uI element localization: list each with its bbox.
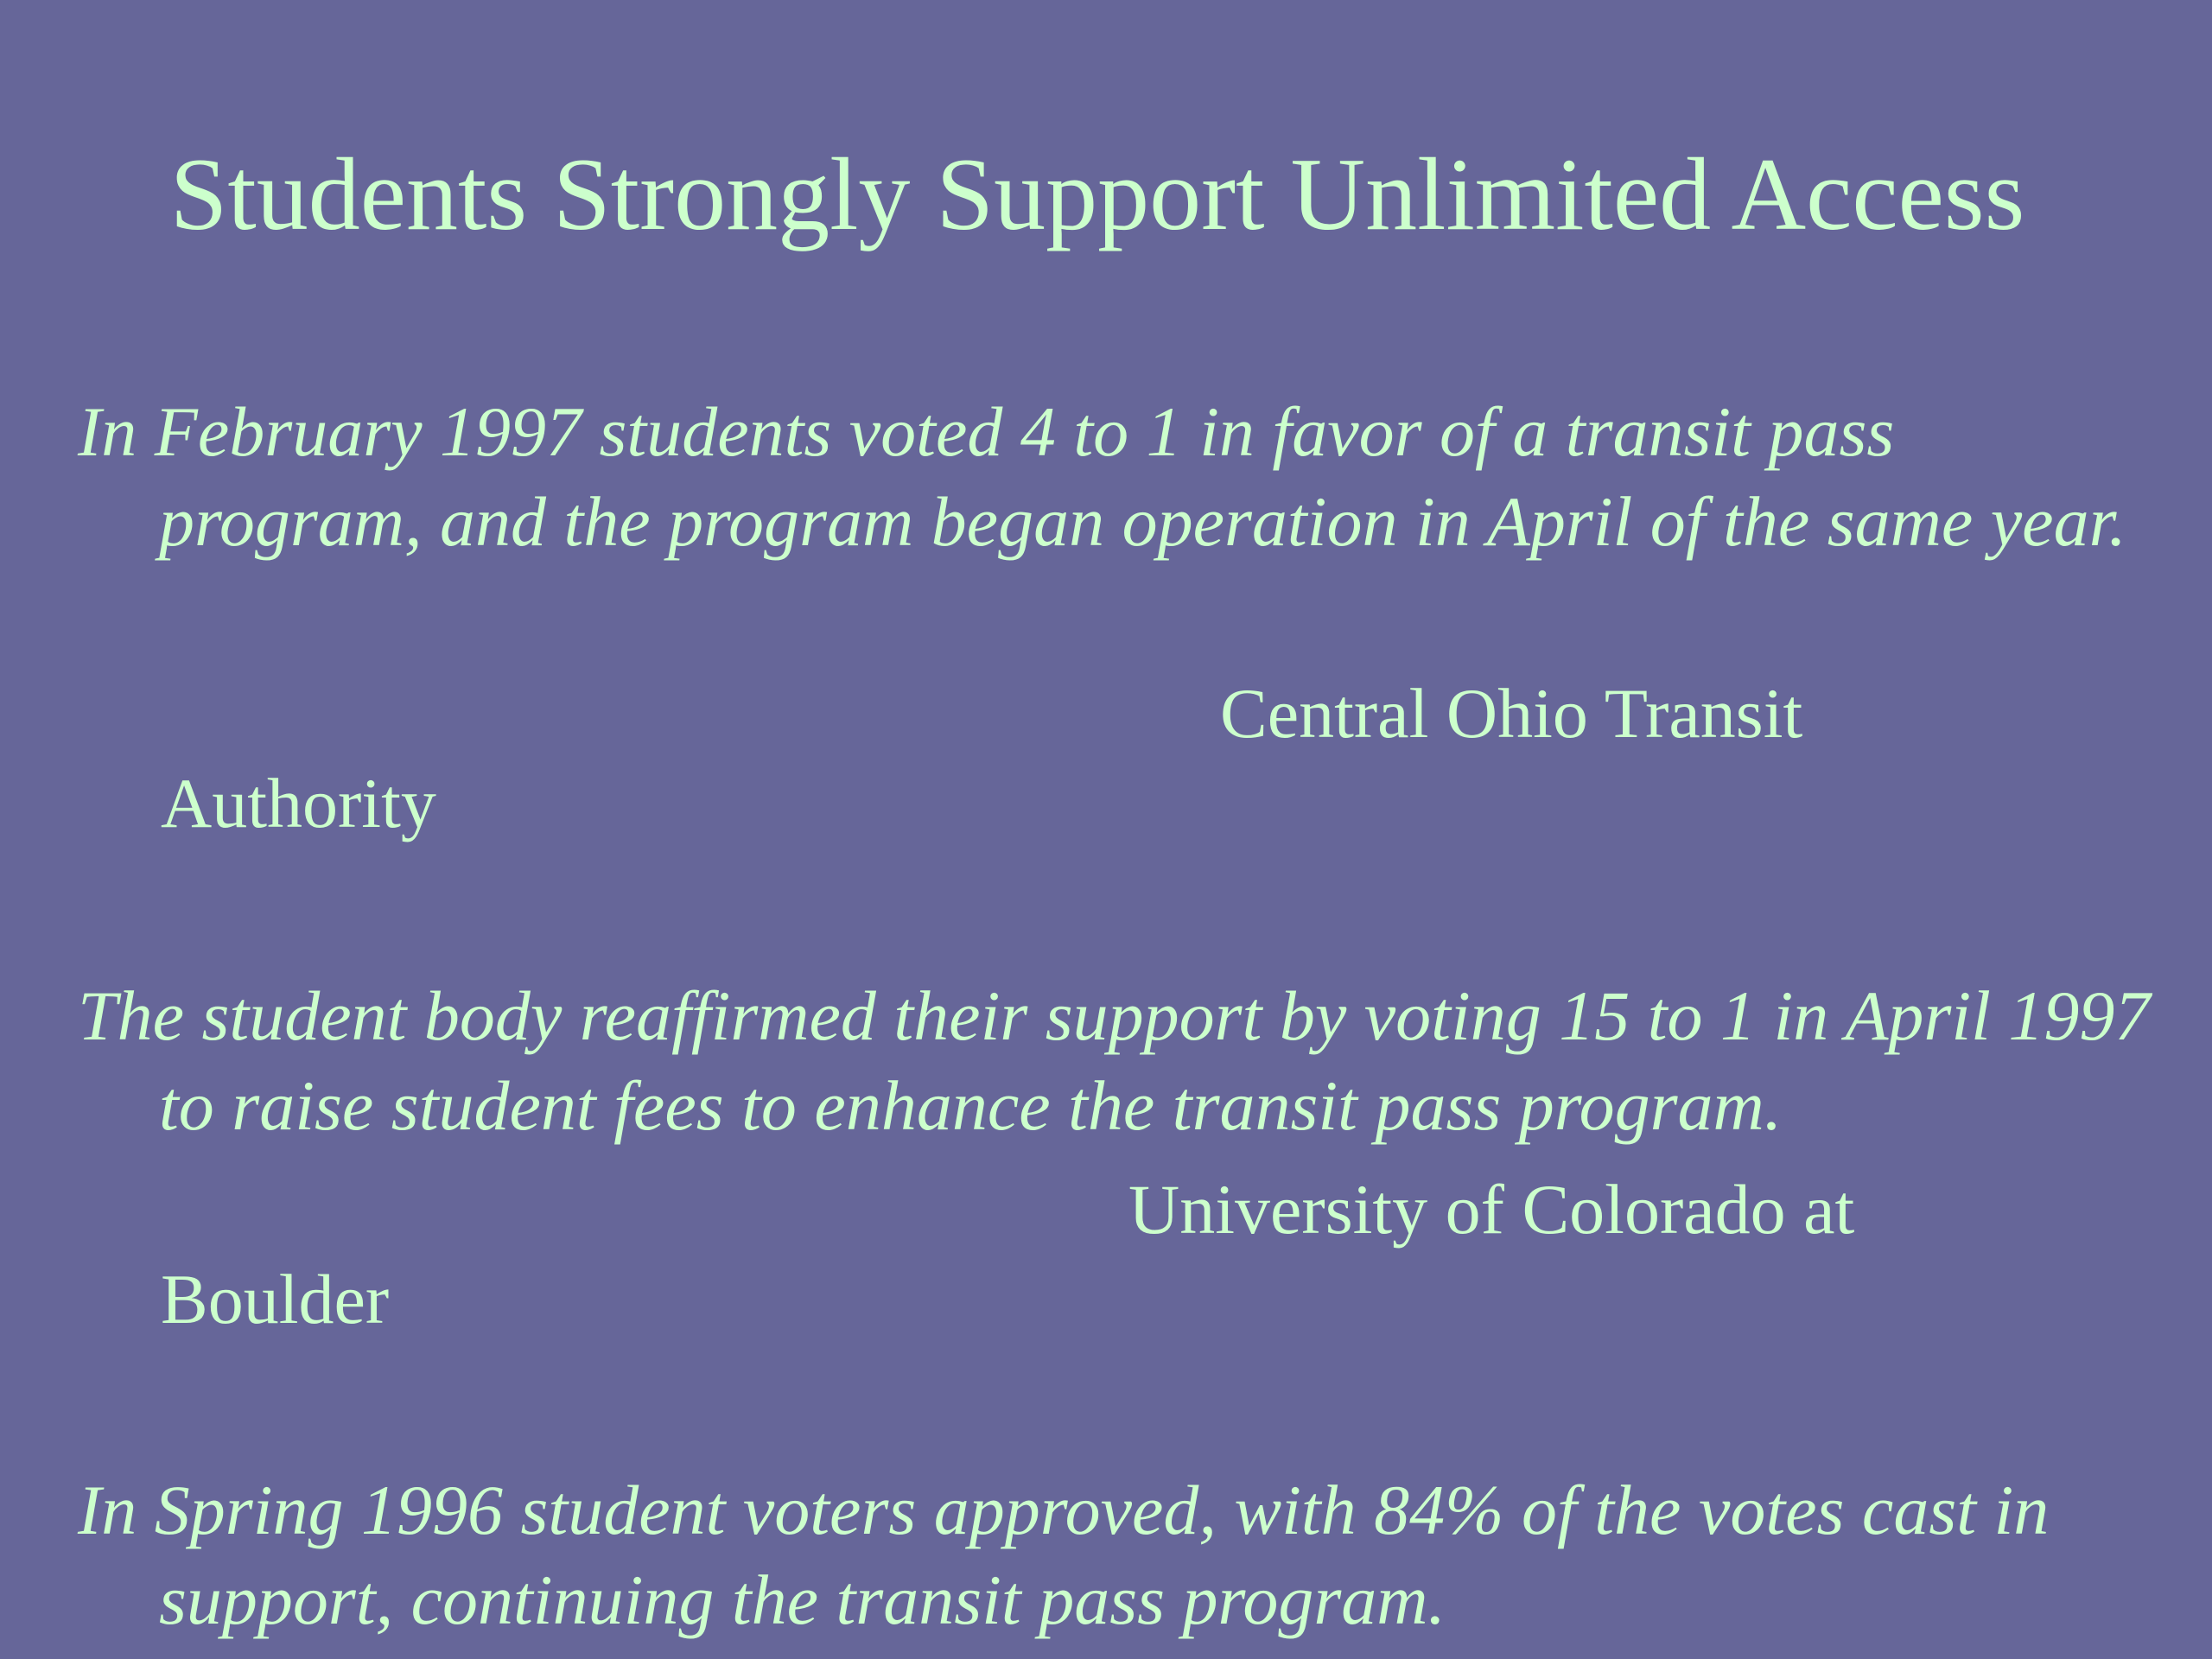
- quote-cota: In February 1997 students voted 4 to 1 in favor of a transit pass program, and the program began operation in April of the same year.: [78, 392, 2126, 561]
- quote-spring-1996: In Spring 1996 student voters approved, with 84% of the votes cast in support, continuing the transit pass program.: [78, 1471, 2050, 1639]
- attribution-cu-boulder-line2: Boulder: [161, 1260, 390, 1338]
- quote-cu-boulder: The student body reaffirmed their support by voting 15 to 1 in April 1997 to raise student fees to enhance the transit pass program.: [78, 976, 2151, 1145]
- attribution-cota-line2: Authority: [161, 764, 436, 842]
- attribution-cota-line1: Central Ohio Transit: [1220, 674, 1803, 753]
- slide-title: Students Strongly Support Unlimited Access: [169, 137, 2025, 251]
- attribution-cu-boulder-line1: University of Colorado at: [1128, 1170, 1855, 1249]
